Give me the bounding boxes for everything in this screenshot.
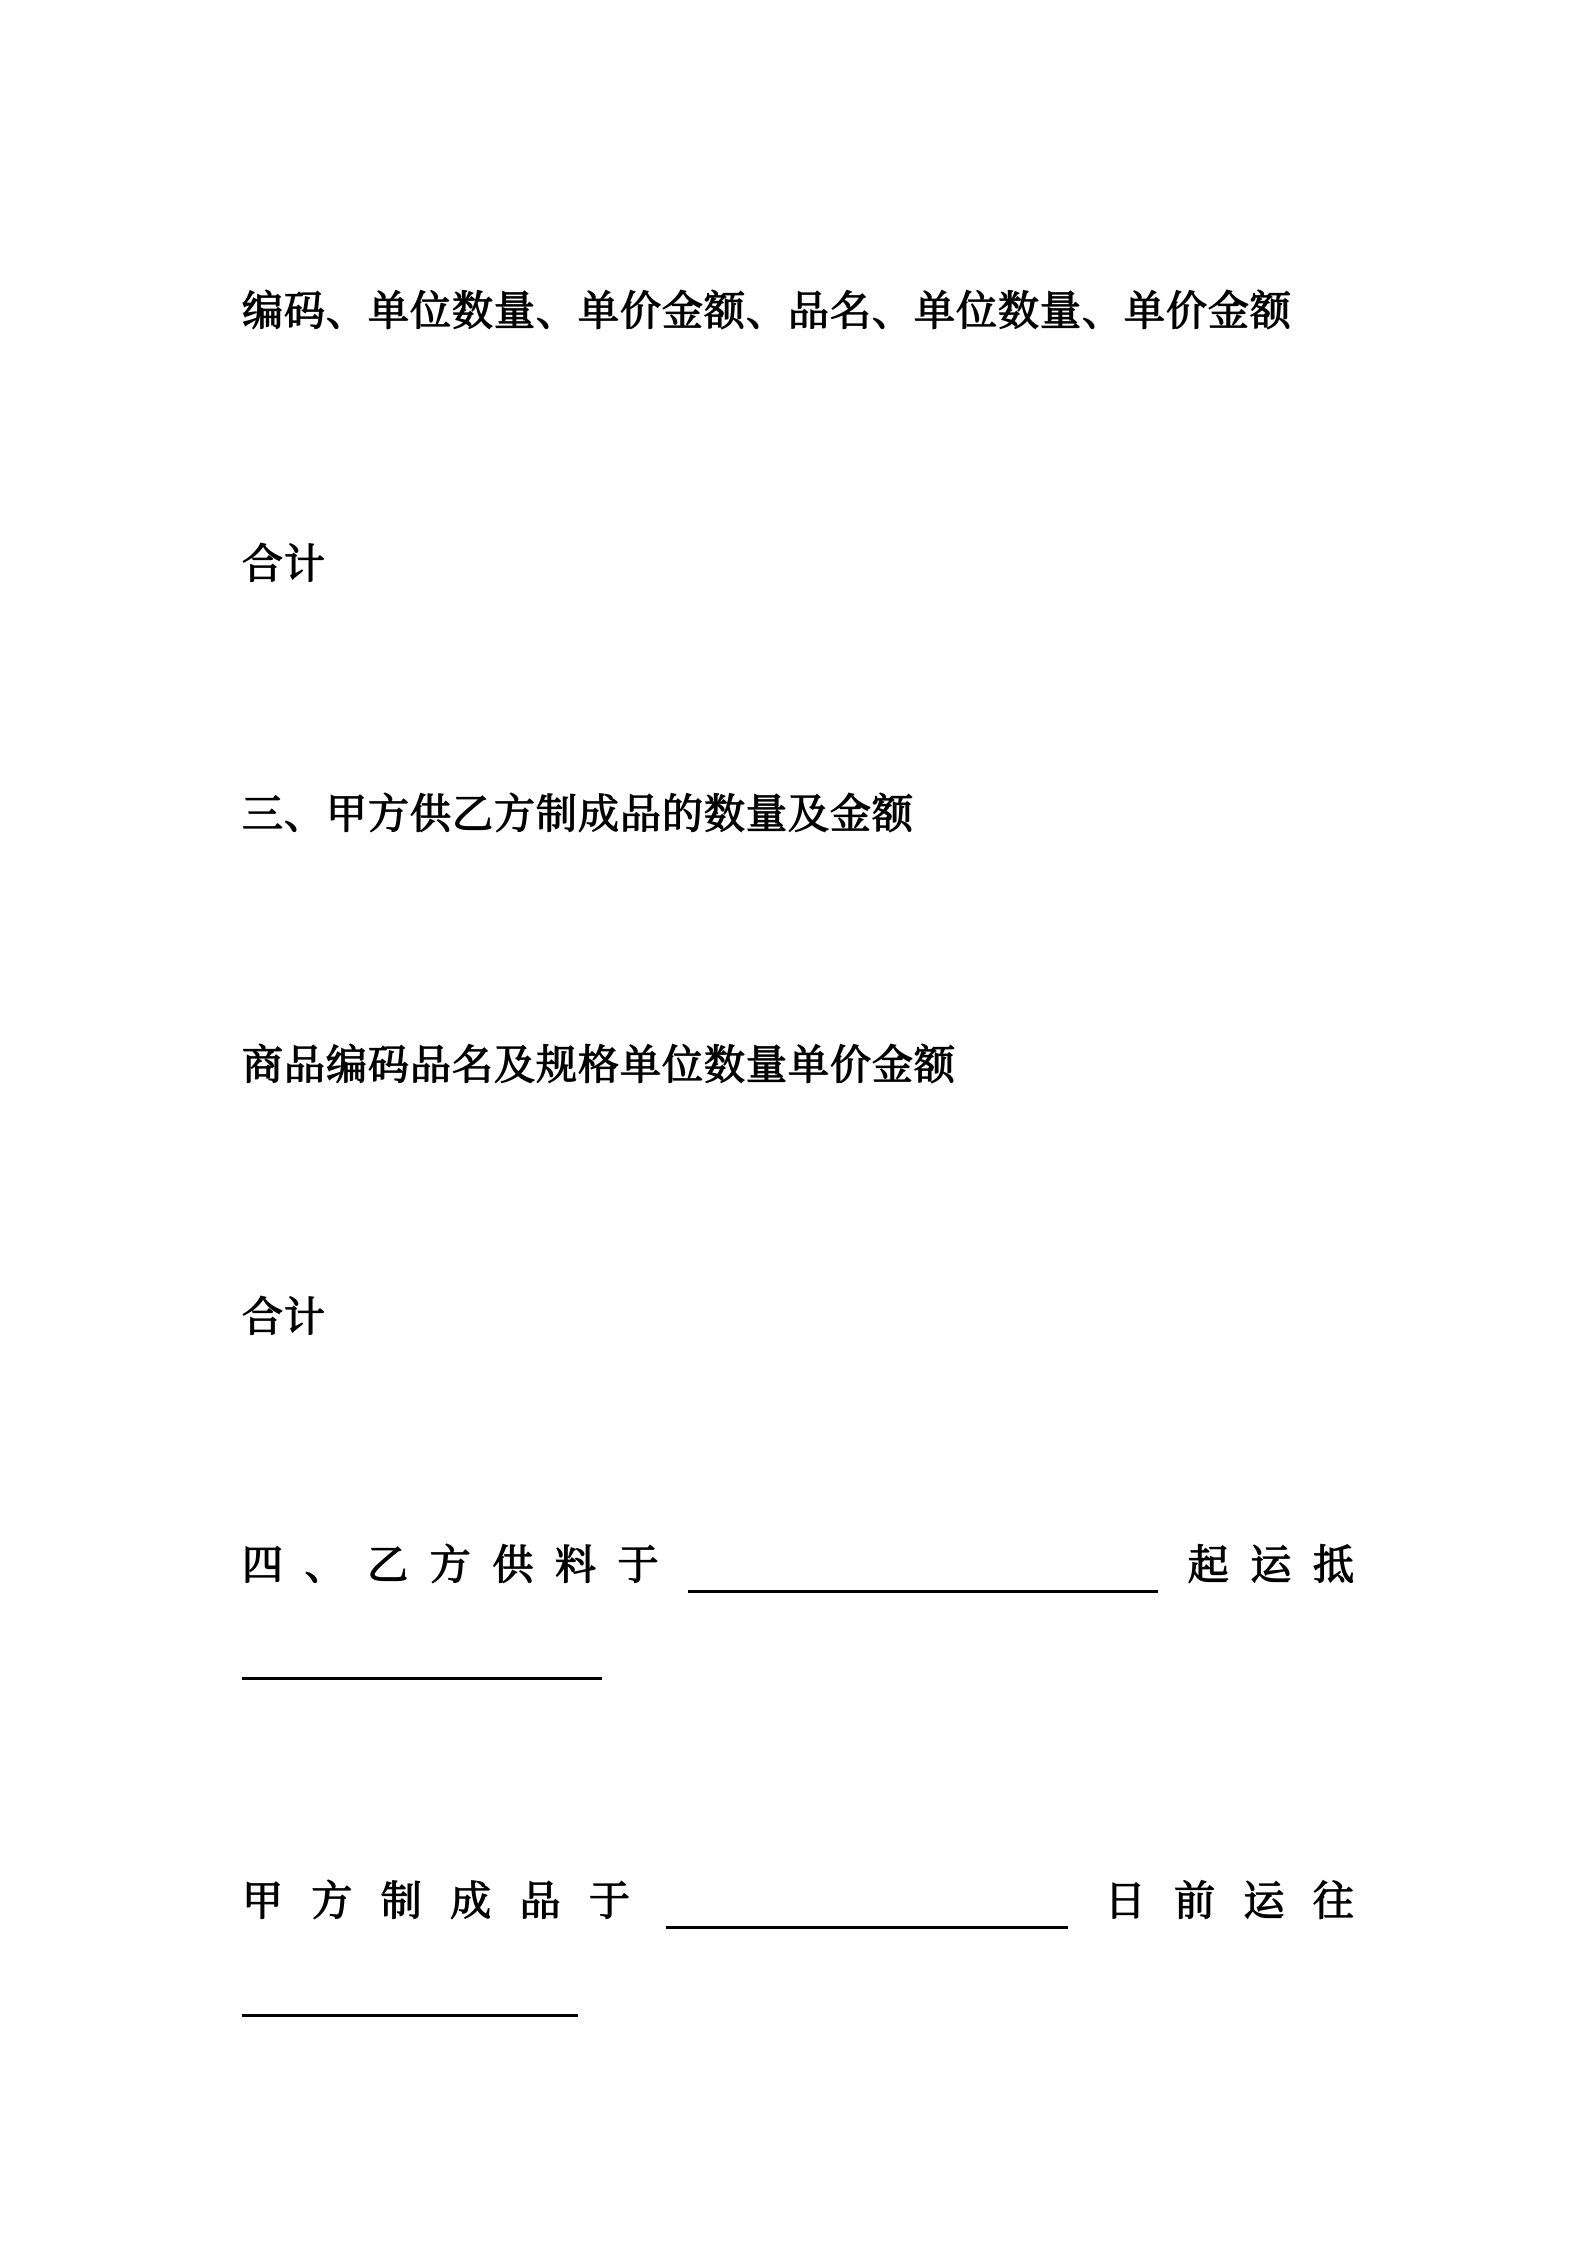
product-line-char: 成 — [450, 1877, 492, 1925]
product-line-char: 运 — [1243, 1877, 1285, 1925]
section-4-char: 、 — [304, 1541, 346, 1589]
total-label-2: 合计 — [242, 1293, 326, 1341]
product-line-char: 往 — [1312, 1877, 1354, 1925]
section-3-heading: 三、甲方供乙方制成品的数量及金额 — [242, 790, 914, 838]
section-4-char: 抵 — [1312, 1541, 1354, 1589]
product-line-char: 甲 — [242, 1877, 283, 1925]
product-line-char: 日 — [1104, 1877, 1146, 1925]
total-label-1: 合计 — [242, 540, 326, 588]
product-delivery-line — [242, 1873, 1354, 1929]
section-4-char: 供 — [492, 1541, 534, 1589]
table-header-row-2: 商品编码品名及规格单位数量单价金额 — [242, 1041, 956, 1089]
product-line-char: 品 — [519, 1877, 561, 1925]
fill-in-blank-departure[interactable] — [688, 1550, 1158, 1593]
product-line-char: 前 — [1174, 1877, 1216, 1925]
section-4-char: 起 — [1187, 1541, 1229, 1589]
section-4-char: 四 — [242, 1541, 283, 1589]
fill-in-blank-destination[interactable] — [242, 1677, 602, 1680]
table-header-row-1: 编码、单位数量、单价金额、品名、单位数量、单价金额 — [242, 287, 1292, 335]
product-line-char: 制 — [380, 1877, 422, 1925]
section-4-char: 方 — [429, 1541, 471, 1589]
fill-in-blank-delivery-destination[interactable] — [242, 2014, 578, 2017]
product-line-char: 方 — [311, 1877, 353, 1925]
section-4-char: 运 — [1250, 1541, 1292, 1589]
section-4-char: 于 — [617, 1541, 659, 1589]
fill-in-blank-date[interactable] — [666, 1886, 1068, 1929]
product-line-char: 于 — [588, 1877, 630, 1925]
section-4-line — [242, 1537, 1354, 1593]
section-4-char: 料 — [554, 1541, 596, 1589]
section-4-char: 乙 — [367, 1541, 409, 1589]
